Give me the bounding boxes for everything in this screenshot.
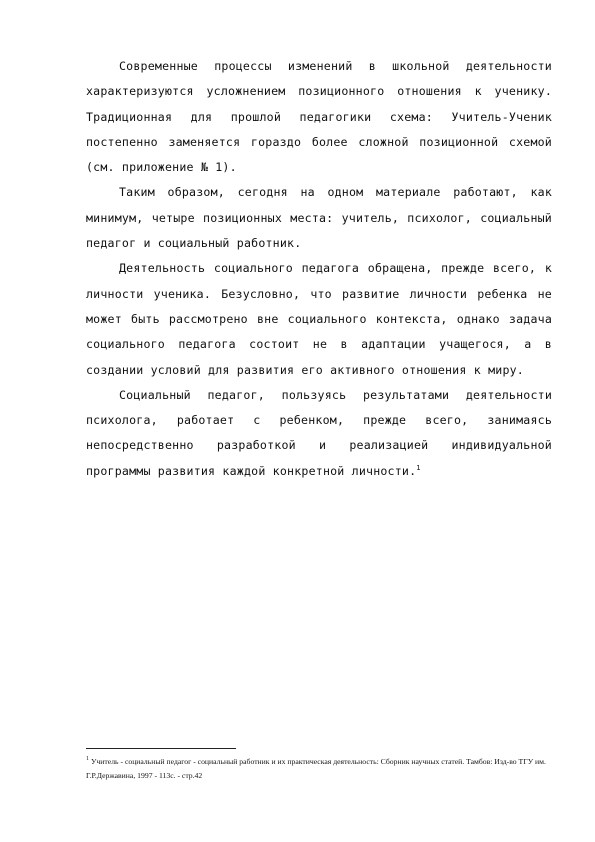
paragraph-4-text: Социальный педагог, пользуясь результатами деятельности психолога, работает с ребенком, прежде всего, занимаясь непосредственно разработкой и реализацией индивидуальной программы развития каждой конкретной личности. — [86, 387, 552, 478]
footnote-reference: 1 — [416, 463, 421, 472]
footnote-text: Учитель - социальный педагог - социальный работник и их практическая деятельность: Сборник научных статей. Тамбов: Изд-во ТГУ им. Г.Р.Державина, 1997 - 113с. - стр.42 — [86, 757, 546, 780]
paragraph-1: Современные процессы изменений в школьной деятельности характеризуются усложнением позиционного отношения к ученику. Традиционная для прошлой педагогики схема: Учитель-Ученик постепенно заменяется гораздо более сложной позиционной схемой (см. приложение № 1). — [86, 59, 552, 175]
footnote — [86, 755, 546, 783]
paragraph-3: Деятельность социального педагога обращена, прежде всего, к личности ученика. Безусловно, что развитие личности ребенка не может быть рассмотрено вне социального контекста, однако задача социального педагога состоит не в адаптации учащегося, а в создании условий для развития его активного отношения к миру. — [86, 261, 552, 377]
document-body — [86, 54, 552, 484]
paragraph-4 — [86, 383, 552, 484]
footnote-separator — [86, 748, 236, 749]
footnote-marker: 1 — [86, 756, 89, 763]
paragraph-2: Таким образом, сегодня на одном материале работают, как минимум, четыре позиционных места: учитель, психолог, социальный педагог и социальный работник. — [86, 185, 552, 251]
